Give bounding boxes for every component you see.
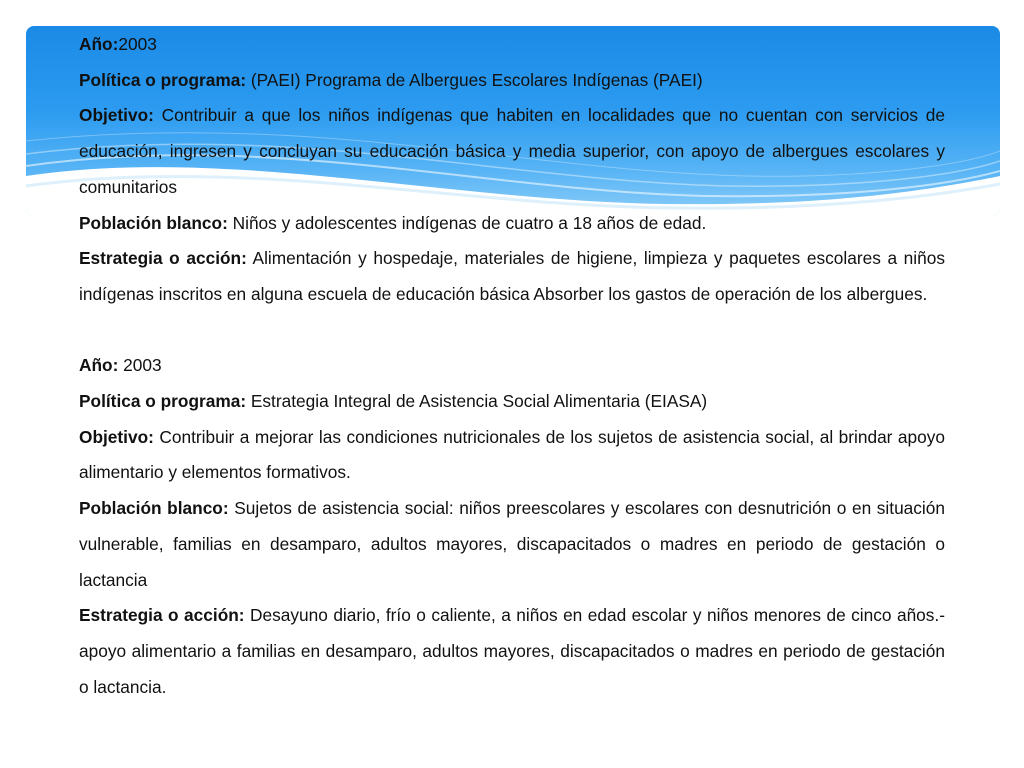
- entry2-poblacion-label: Población blanco:: [79, 498, 229, 519]
- entry2-politica-value: Estrategia Integral de Asistencia Social Alimentaria (EIASA): [246, 391, 708, 412]
- entry2-objetivo: [79, 420, 945, 491]
- entry-separator: [79, 313, 945, 349]
- entry1-anio: [79, 27, 945, 63]
- entry1-poblacion: [79, 206, 945, 242]
- entry1-estrategia: [79, 241, 945, 312]
- entry1-politica: [79, 63, 945, 99]
- entry1-politica-value: (PAEI) Programa de Albergues Escolares Indígenas (PAEI): [246, 69, 703, 90]
- entry2-estrategia-value: Desayuno diario, frío o caliente, a niños en edad escolar y niños menores de cinco años.- apoyo alimentario a familias en desamparo, adultos mayores, discapacitados o madres en periodo de gestación o lactancia.: [79, 605, 945, 697]
- entry1-anio-label: Año:: [79, 34, 119, 54]
- entry2-objetivo-value: Contribuir a mejorar las condiciones nutricionales de los sujetos de asistencia social, al brindar apoyo alimentario y elementos formativos.: [79, 426, 945, 483]
- entry2-anio-value: 2003: [118, 355, 162, 376]
- entry1-poblacion-label: Población blanco:: [79, 212, 228, 233]
- entry2-estrategia: [79, 598, 945, 705]
- entry2-anio-label: Año:: [79, 355, 119, 376]
- entry1-poblacion-value: Niños y adolescentes indígenas de cuatro a 18 años de edad.: [227, 212, 707, 233]
- entry1-objetivo-label: Objetivo:: [79, 105, 154, 126]
- entry1-objetivo-value: Contribuir a que los niños indígenas que habiten en localidades que no cuentan con servicios de educación, ingresen y concluyan su educación básica y media superior, con apoyo de albergues escolares y comunitarios: [79, 105, 945, 197]
- entry2-poblacion: [79, 491, 945, 598]
- entry2-estrategia-label: Estrategia o acción:: [79, 605, 245, 626]
- entry1-estrategia-value: Alimentación y hospedaje, materiales de higiene, limpieza y paquetes escolares a niños indígenas inscritos en alguna escuela de educación básica Absorber los gastos de operación de los albergues.: [79, 248, 945, 304]
- entry1-estrategia-label: Estrategia o acción:: [79, 248, 247, 269]
- entry1-politica-label: Política o programa:: [79, 69, 247, 90]
- entry2-politica-label: Política o programa:: [79, 391, 247, 412]
- entry2-objetivo-label: Objetivo:: [79, 426, 154, 447]
- entry2-politica: [79, 384, 945, 420]
- entry2-anio: [79, 348, 945, 384]
- entry2-poblacion-value: Sujetos de asistencia social: niños preescolares y escolares con desnutrición o en situación vulnerable, familias en desamparo, adultos mayores, discapacitados o madres en periodo de gestación o lactancia: [79, 498, 945, 590]
- entry1-objetivo: [79, 98, 945, 205]
- entry1-anio-value: 2003: [118, 34, 157, 54]
- slide-content: [79, 27, 945, 705]
